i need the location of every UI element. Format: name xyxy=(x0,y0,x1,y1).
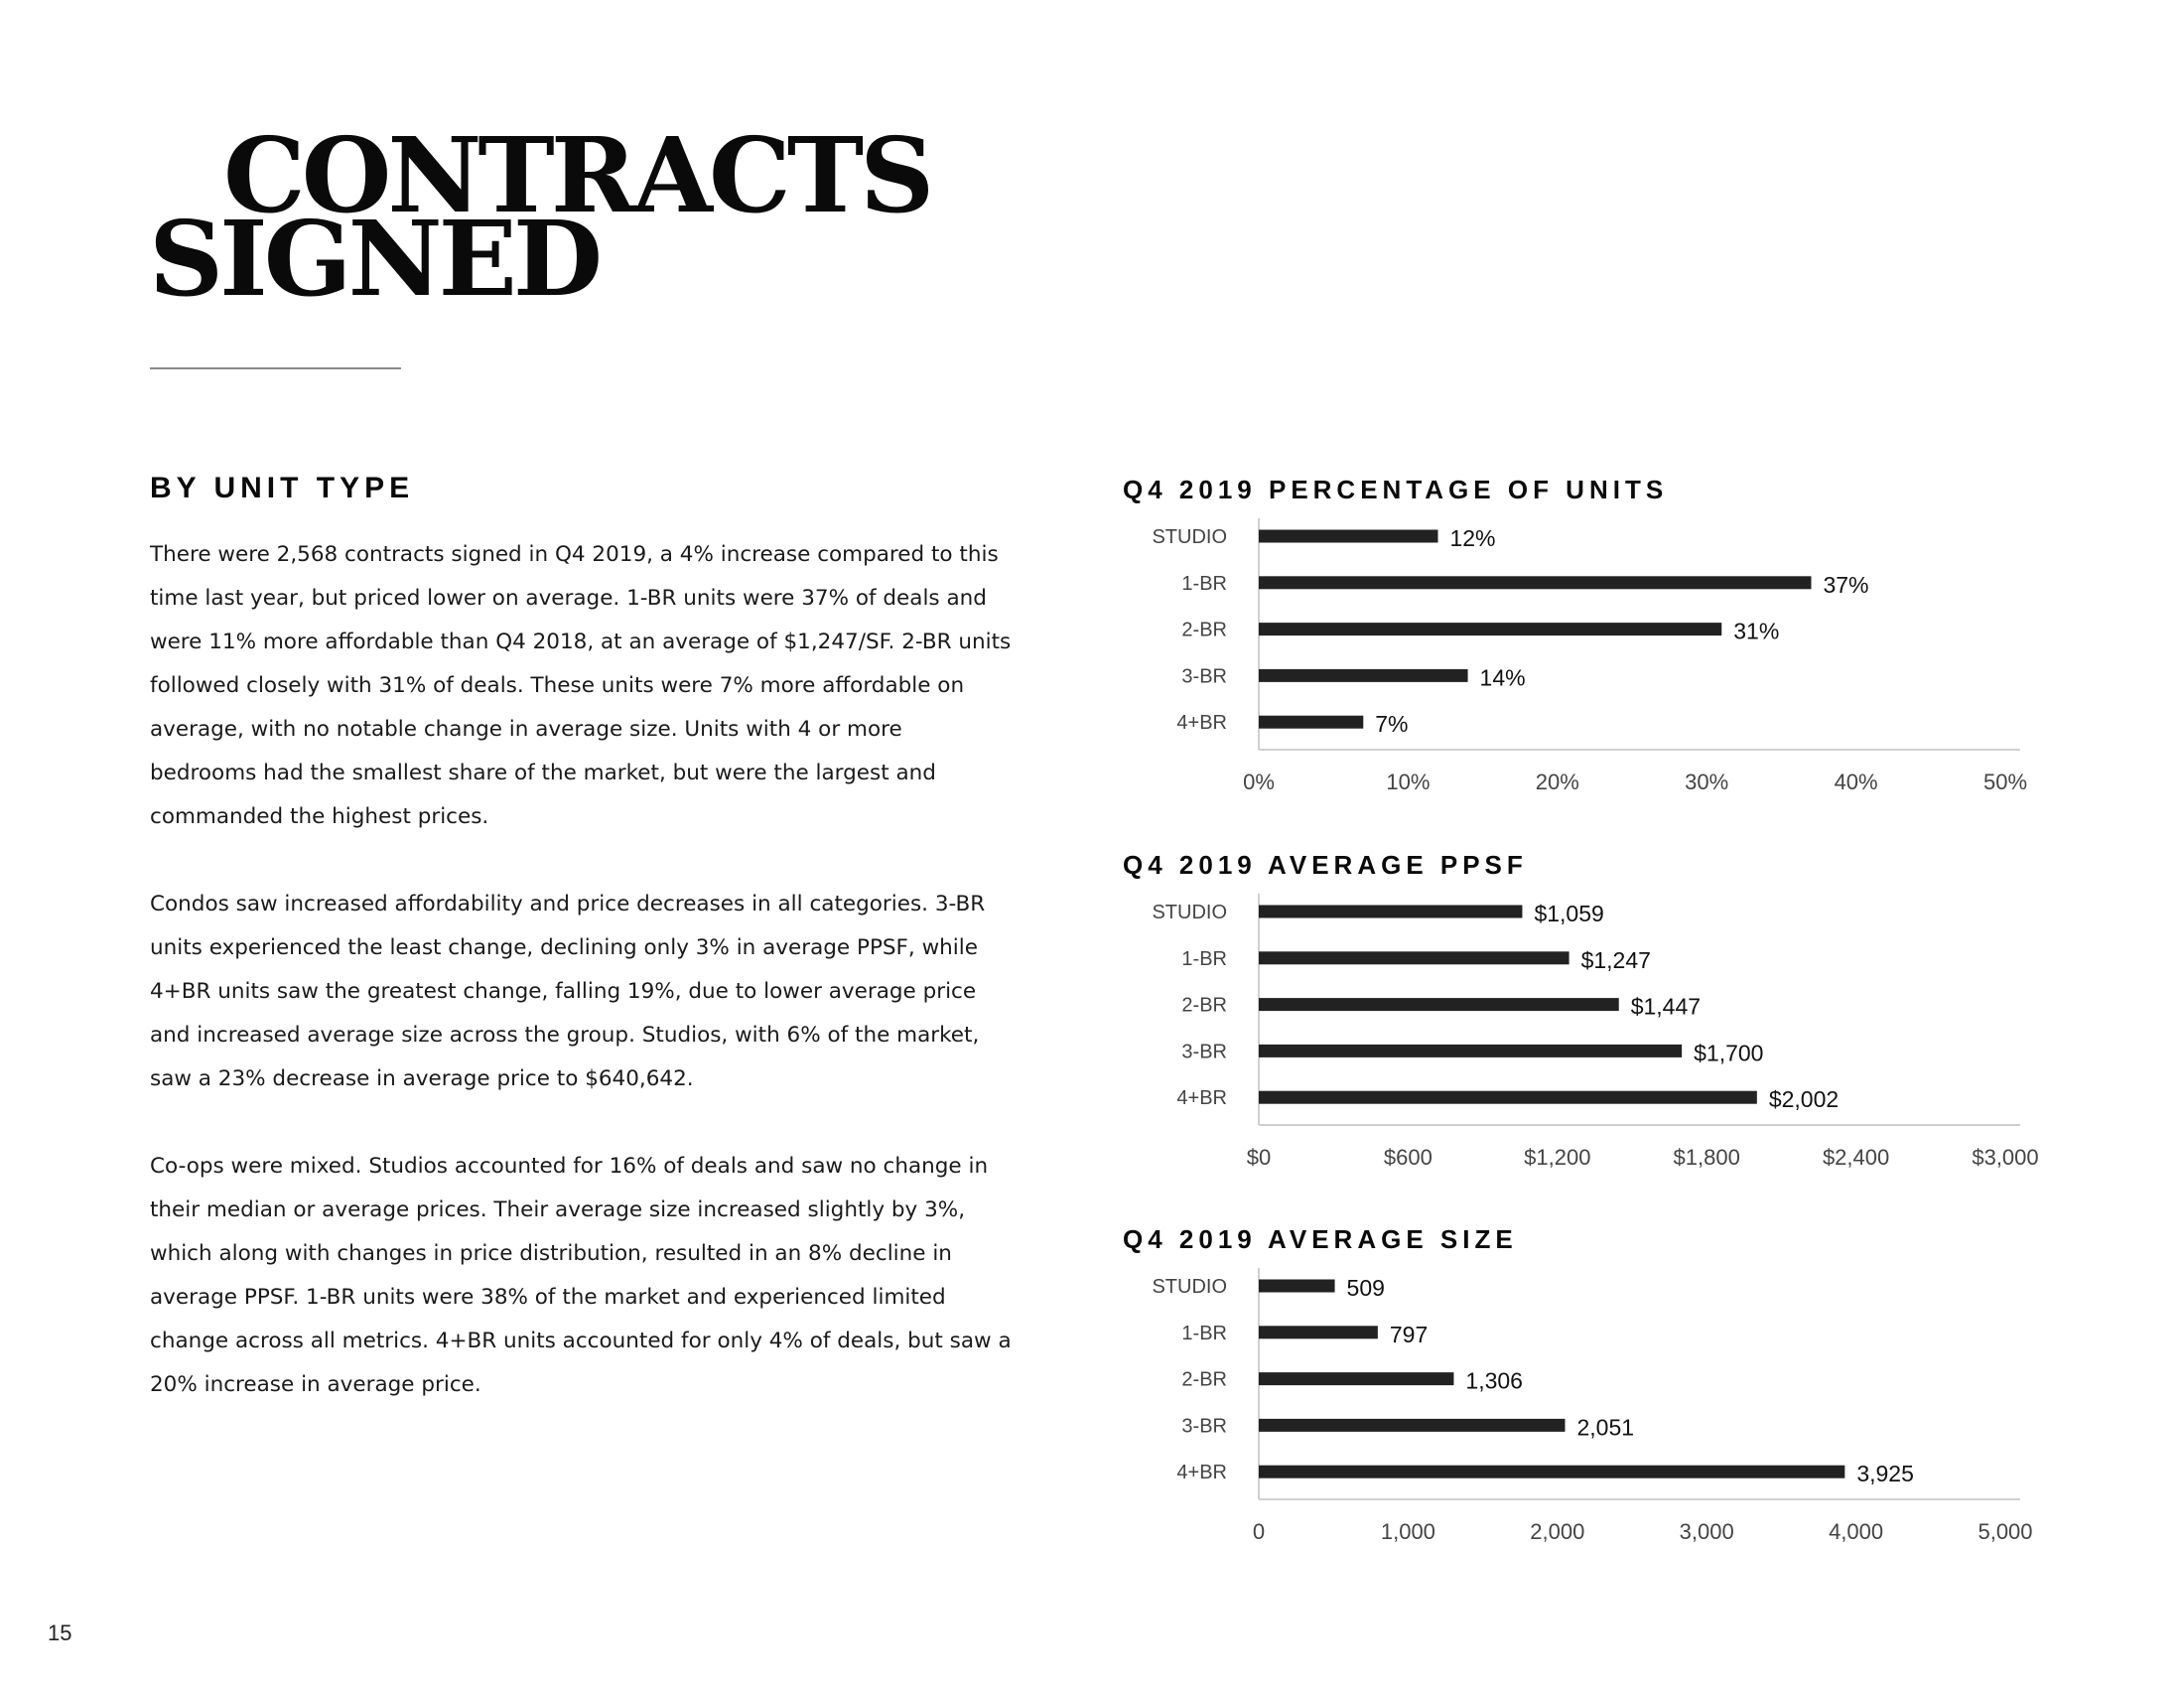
value-label: 509 xyxy=(1346,1275,1385,1301)
page-title-line-2: SIGNED xyxy=(149,198,600,320)
category-label: 1-BR xyxy=(1181,1322,1227,1344)
chart-title-size: Q4 2019 AVERAGE SIZE xyxy=(1123,1224,1518,1254)
bar-3-br xyxy=(1259,669,1468,682)
bar-4-br xyxy=(1259,1091,1757,1104)
category-label: STUDIO xyxy=(1152,902,1227,923)
bar-1-br xyxy=(1259,576,1811,589)
value-label: $1,700 xyxy=(1694,1040,1764,1066)
x-tick-label: 50% xyxy=(1982,770,2028,794)
value-label: $2,002 xyxy=(1768,1086,1840,1113)
value-label: 12% xyxy=(1449,525,1496,551)
bar-1-br xyxy=(1259,951,1570,964)
category-label: 3-BR xyxy=(1181,1415,1227,1438)
section-heading: BY UNIT TYPE xyxy=(150,472,415,504)
bar-1-br xyxy=(1259,1326,1378,1338)
value-label: 3,925 xyxy=(1856,1461,1914,1487)
bar-studio xyxy=(1259,530,1437,543)
category-label: STUDIO xyxy=(1152,1276,1227,1298)
x-tick-label: 40% xyxy=(1834,770,1878,794)
x-tick-label: 3,000 xyxy=(1679,1519,1734,1544)
title-divider xyxy=(150,367,401,369)
value-label: 797 xyxy=(1389,1321,1429,1347)
value-label: 2,051 xyxy=(1576,1414,1635,1441)
chart-average-ppsf xyxy=(1092,882,2085,1190)
x-tick-label: 20% xyxy=(1535,770,1579,794)
chart-title-ppsf: Q4 2019 AVERAGE PPSF xyxy=(1123,850,1528,880)
category-label: 1-BR xyxy=(1181,947,1227,970)
category-label: STUDIO xyxy=(1152,526,1227,548)
body-text xyxy=(150,533,1014,1451)
value-label: $1,059 xyxy=(1534,901,1604,926)
x-tick-label: 5,000 xyxy=(1978,1519,2033,1544)
category-label: 3-BR xyxy=(1181,665,1227,688)
value-label: $1,447 xyxy=(1630,993,1702,1020)
bar-3-br xyxy=(1259,1419,1565,1432)
value-label: 31% xyxy=(1733,618,1780,644)
category-label: 2-BR xyxy=(1181,619,1227,641)
category-label: 4+BR xyxy=(1176,1087,1227,1110)
chart-average-size xyxy=(1092,1256,2085,1564)
category-label: 2-BR xyxy=(1181,994,1227,1017)
paragraph-condos: Condos saw increased affordability and price decreases in all categories. 3-BR units experienced the least change, declining only 3% in average PPSF, while 4+BR units saw the greatest change, falling 19%, due to lower average price and increased average size across the group. Studios, with 6% of the market, saw a 23% decrease in average price to $640,642. xyxy=(150,892,986,1091)
x-tick-label: 2,000 xyxy=(1530,1519,1585,1544)
value-label: 1,306 xyxy=(1465,1367,1523,1394)
bar-studio xyxy=(1259,906,1522,918)
value-label: 14% xyxy=(1479,664,1526,691)
bar-4-br xyxy=(1259,716,1363,729)
category-label: 3-BR xyxy=(1181,1041,1227,1063)
x-tick-label: 30% xyxy=(1685,770,1729,794)
bar-2-br xyxy=(1259,998,1619,1011)
chart-title-percentage: Q4 2019 PERCENTAGE OF UNITS xyxy=(1123,475,1669,504)
page-title xyxy=(149,114,931,320)
category-label: 1-BR xyxy=(1181,572,1227,595)
x-tick-label: $3,000 xyxy=(1972,1145,2039,1170)
x-tick-label: $2,400 xyxy=(1822,1145,1890,1170)
x-tick-label: $1,800 xyxy=(1673,1145,1740,1170)
bar-3-br xyxy=(1259,1045,1682,1057)
x-tick-label: $600 xyxy=(1383,1145,1433,1170)
x-tick-label: $1,200 xyxy=(1524,1145,1591,1170)
x-tick-label: 4,000 xyxy=(1829,1519,1884,1544)
value-label: 37% xyxy=(1823,571,1869,598)
chart-percentage-of-units xyxy=(1092,506,2085,814)
value-label: $1,247 xyxy=(1580,946,1651,973)
x-tick-label: 10% xyxy=(1386,770,1431,794)
x-tick-label: 0 xyxy=(1252,1519,1266,1544)
paragraph-coops: Co-ops were mixed. Studios accounted for 16% of deals and saw no change in their median or average prices. Their average size increased slightly by 3%, which along with changes in price distribution, resulted in an 8% decline in average PPSF. 1-BR units were 38% of the market and experienced limited change across all metrics. 4+BR units accounted for only 4% of deals, but saw a 20% increase in average price. xyxy=(150,1154,1012,1397)
value-label: 7% xyxy=(1375,711,1409,738)
page-title-line-1: CONTRACTS xyxy=(223,114,931,236)
page-number: 15 xyxy=(48,1620,72,1645)
bar-studio xyxy=(1259,1280,1335,1293)
category-label: 2-BR xyxy=(1181,1368,1227,1391)
category-label: 4+BR xyxy=(1176,712,1227,735)
x-tick-label: 1,000 xyxy=(1380,1519,1435,1544)
category-label: 4+BR xyxy=(1176,1462,1227,1484)
x-tick-label: 0% xyxy=(1243,770,1275,794)
x-tick-label: $0 xyxy=(1246,1145,1272,1170)
bar-4-br xyxy=(1259,1466,1844,1478)
bar-2-br xyxy=(1259,1372,1453,1385)
paragraph-overview: There were 2,568 contracts signed in Q4 2019, a 4% increase compared to this time last year, but priced lower on average. 1-BR units were 37% of deals and were 11% more affordable than Q4 2018, at an average of $1,247/SF. 2-BR units followed closely with 31% of deals. These units were 7% more affordable on average, with no notable change in average size. Units with 4 or more bedrooms had the smallest share of the market, but were the largest and commanded the highest prices. xyxy=(150,542,1012,829)
bar-2-br xyxy=(1259,623,1721,635)
